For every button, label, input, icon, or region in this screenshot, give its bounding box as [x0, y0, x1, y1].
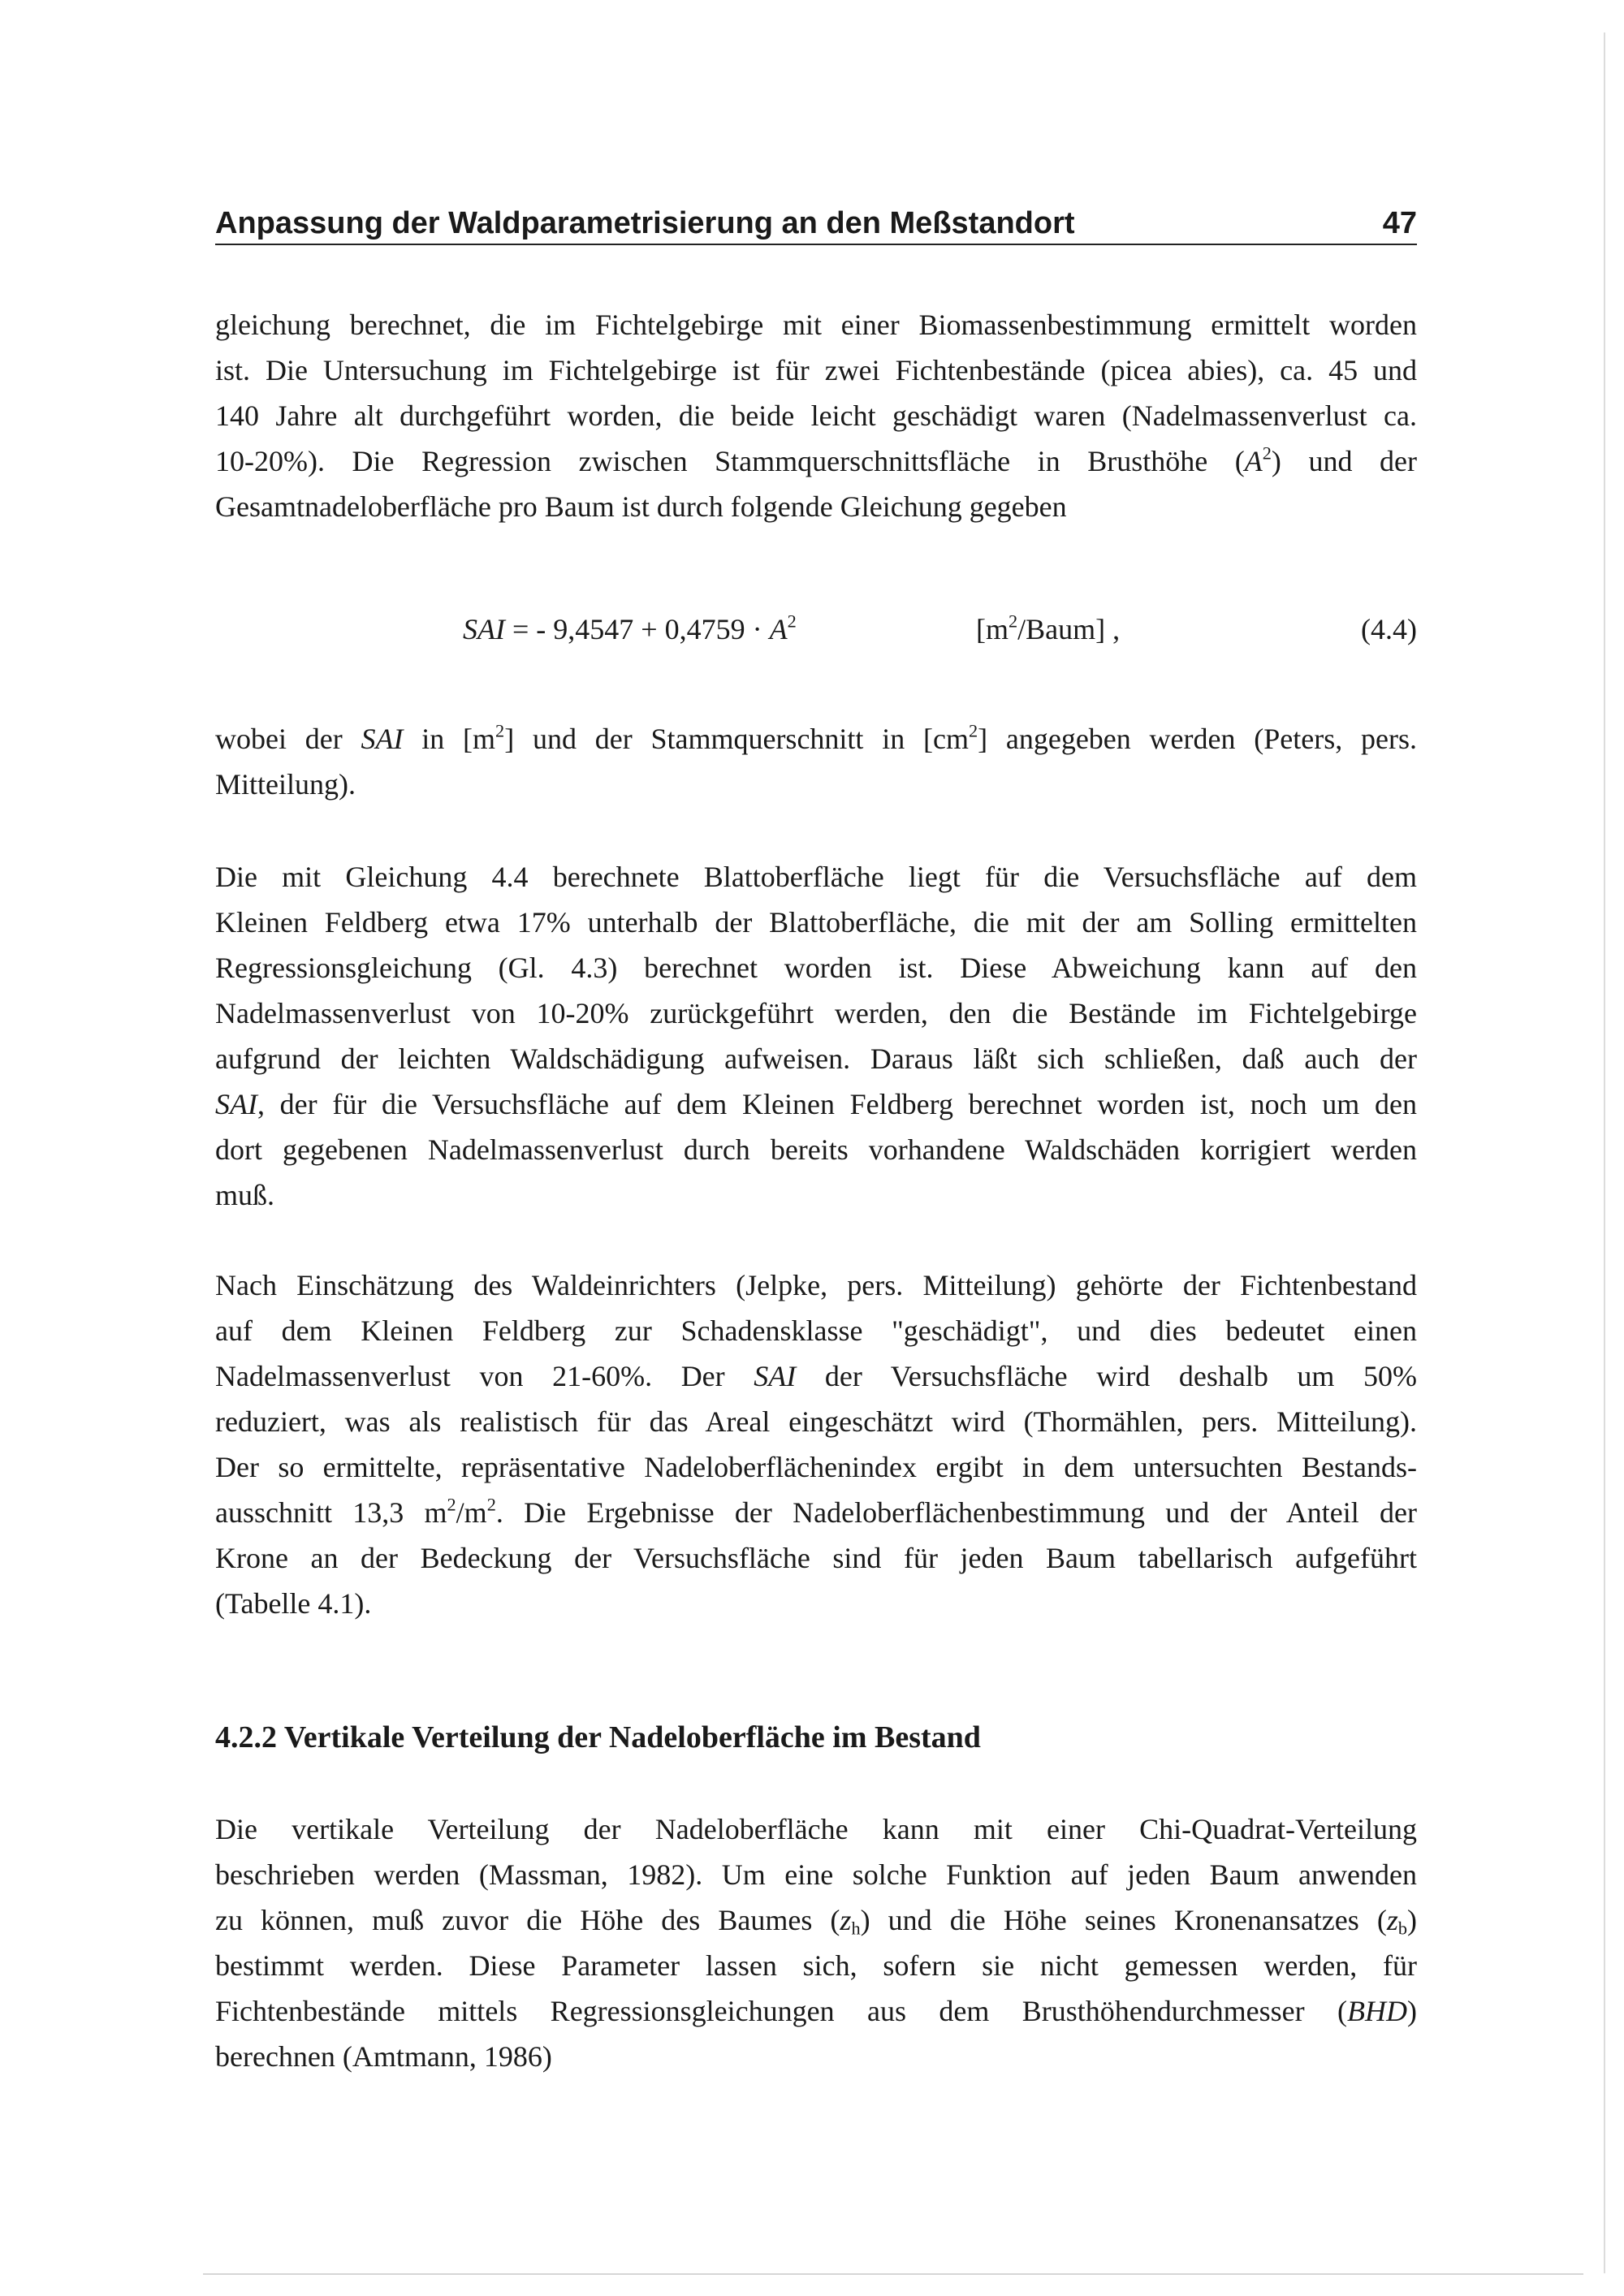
scan-edge-bottom	[203, 2273, 1583, 2275]
page-number: 47	[1382, 206, 1417, 240]
text-line: Regressionsgleichung (Gl. 4.3) berechnet worden ist. Diese Abweichung kann auf den	[215, 952, 1417, 984]
text-line: bestimmt werden. Diese Parameter lassen sich, sofern sie nicht gemessen werden, für	[215, 1949, 1417, 1982]
paragraph-4	[215, 1262, 1417, 1626]
paragraph-1	[215, 302, 1417, 529]
text-line: Krone an der Bedeckung der Versuchsfläche sind für jeden Baum tabellarisch aufgeführt	[215, 1542, 1417, 1574]
paragraph-2	[215, 716, 1417, 807]
text-line: Nadelmassenverlust von 10-20% zurückgeführt werden, den die Bestände im Fichtelgebirge	[215, 997, 1417, 1029]
section-heading: 4.2.2 Vertikale Verteilung der Nadeloberfläche im Bestand	[215, 1720, 981, 1754]
text-line: berechnen (Amtmann, 1986)	[215, 2040, 552, 2073]
text-line: Gesamtnadeloberfläche pro Baum ist durch folgende Gleichung gegeben	[215, 490, 1067, 523]
running-header	[215, 203, 1417, 245]
equation-4-4	[215, 605, 1417, 654]
equation-unit: $[m^2/Baum]$ ,	[976, 611, 1121, 645]
text-line: ist. Die Untersuchung im Fichtelgebirge ist für zwei Fichtenbestände (picea abies), ca. 45 und	[215, 354, 1417, 386]
text-line: Kleinen Feldberg etwa 17% unterhalb der Blattoberfläche, die mit der am Solling ermittelten	[215, 906, 1417, 939]
text-line: Der so ermittelte, repräsentative Nadeloberflächenindex ergibt in dem untersuchten Bestands-	[215, 1451, 1417, 1483]
text-line: zu können, muß zuvor die Höhe des Baumes $(z_h)$ und die Höhe seines Kronenansatzes $(z_b)$	[215, 1904, 1418, 1939]
text-line: 10-20%). Die Regression zwischen Stammquerschnittsfläche in Brusthöhe $(A^2)$ und der	[215, 442, 1418, 477]
text-line: dort gegebenen Nadelmassenverlust durch bereits vorhandene Waldschäden korrigiert werden	[215, 1133, 1417, 1166]
scan-edge-right	[1604, 32, 1605, 2273]
paragraph-5	[215, 1806, 1417, 2079]
text-line: Mitteilung).	[215, 768, 356, 801]
text-line: gleichung berechnet, die im Fichtelgebirge mit einer Biomassenbestimmung ermittelt worden	[215, 309, 1417, 341]
text-line: beschrieben werden (Massman, 1982). Um eine solche Funktion auf jeden Baum anwenden	[215, 1858, 1417, 1891]
text-line: (Tabelle 4.1).	[215, 1587, 372, 1620]
text-line: Nadelmassenverlust von 21-60%. Der SAI der Versuchsfläche wird deshalb um 50%	[215, 1360, 1418, 1392]
text-line: muß.	[215, 1179, 275, 1211]
text-line: auf dem Kleinen Feldberg zur Schadensklasse "geschädigt", und dies bedeutet einen	[215, 1314, 1417, 1347]
paragraph-3	[215, 854, 1417, 1218]
text-line: wobei der SAI in $[m^2]$ und der Stammquerschnitt in $[cm^2]$ angegeben werden (Peters, pers.	[215, 720, 1417, 755]
equation-expression: SAI = - $9,4547 + 0,4759 \cdot A^2$	[463, 611, 797, 645]
text-line: Die mit Gleichung 4.4 berechnete Blattoberfläche liegt für die Versuchsfläche auf dem	[215, 861, 1417, 893]
text-line: Fichtenbestände mittels Regressionsgleichungen aus dem Brusthöhendurchmesser (BHD)	[215, 1995, 1417, 2027]
text-line: reduziert, was als realistisch für das Areal eingeschätzt wird (Thormählen, pers. Mitteilung).	[215, 1405, 1417, 1438]
text-line: SAI, der für die Versuchsfläche auf dem Kleinen Feldberg berechnet worden ist, noch um den	[215, 1088, 1417, 1120]
text-line: Nach Einschätzung des Waldeinrichters (Jelpke, pers. Mitteilung) gehörte der Fichtenbestand	[215, 1269, 1417, 1301]
text-line: aufgrund der leichten Waldschädigung aufweisen. Daraus läßt sich schließen, daß auch der	[215, 1042, 1417, 1075]
text-line: ausschnitt 13,3 $m^2/m^2$. Die Ergebnisse der Nadeloberflächenbestimmung und der Anteil der	[215, 1494, 1417, 1529]
equation-number: (4.4)	[1361, 613, 1417, 645]
text-line: 140 Jahre alt durchgeführt worden, die beide leicht geschädigt waren (Nadelmassenverlust ca.	[215, 399, 1417, 432]
text-line: Die vertikale Verteilung der Nadeloberfläche kann mit einer Chi-Quadrat-Verteilung	[215, 1813, 1417, 1845]
header-title: Anpassung der Waldparametrisierung an den Meßstandort	[215, 206, 1075, 240]
